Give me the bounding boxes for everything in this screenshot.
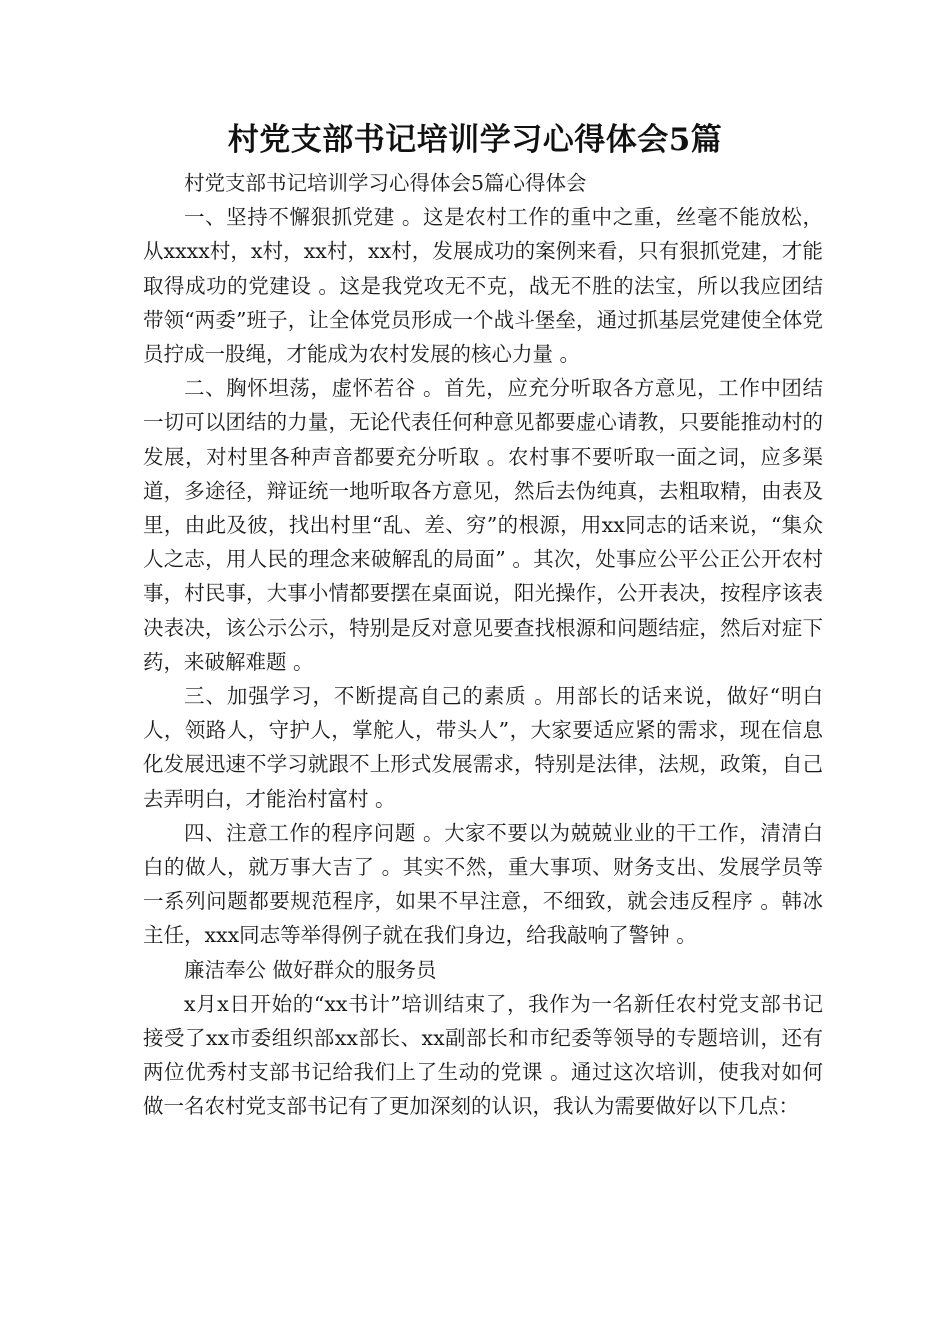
body-paragraph-study: 三、加强学习，不断提高自己的素质 。用部长的话来说，做好“明白人，领路人，守护人，掌舵人，带头人”，大家要适应紧的需求，现在信息化发展迅速不学习就跟不上形式发展需求，特别是法律，法规，政策，自己去弄明白，才能治村富村 。 [143,684,823,811]
body-paragraph-open-mind: 二、胸怀坦荡，虚怀若谷 。首先，应充分听取各方意见，工作中团结一切可以团结的力量，无论代表任何种意见都要虚心请教，只要能推动村的发展，对村里各种声音都要充分听取 。农村事不要听取一面之词，应多渠道，多途径，辩证统一地听取各方意见，然后去伪纯真，去粗取精，由表及里，由此及彼，找出村里“乱、差、穷”的根源，用xx同志的话来说，“集众人之志，用人民的理念来破解乱的局面” 。其次，处事应公平公正公开农村事，村民事，大事小情都要摆在桌面说，阳光操作，公开表决，按程序该表决表决，该公示公示，特别是反对意见要查找根源和问题结症，然后对症下药，来破解难题 。 [143,376,823,674]
body-paragraph-procedure: 四、注意工作的程序问题 。大家不要以为兢兢业业的干工作，清清白白的做人，就万事大吉了 。其实不然，重大事项、财务支出、发展学员等一系列问题都要规范程序，如果不早注意，不细致，就会违反程序 。韩冰主任，xxx同志等举得例子就在我们身边，给我敲响了警钟 。 [143,820,823,948]
subtitle-paragraph: 村党支部书记培训学习心得体会5篇心得体会 [184,171,587,195]
section-heading: 廉洁奉公 做好群众的服务员 [184,957,437,982]
document-title: 村党支部书记培训学习心得体会5篇 [227,122,723,158]
body-paragraph-training: x月x日开始的“xx书计”培训结束了，我作为一名新任农村党支部书记接受了xx市委组织部xx部长、xx副部长和市纪委等领导的专题培训，还有两位优秀村支部书记给我们上了生动的党课 。通过这次培训，使我对如何做一名农村党支部书记有了更加深刻的认识，我认为需要做好以下几点： [143,991,823,1119]
body-paragraph-party-building: 一、坚持不懈狠抓党建 。这是农村工作的重中之重，丝毫不能放松，从xxxx村，x村，xx村，xx村，发展成功的案例来看，只有狠抓党建，才能取得成功的党建设 。这是我党攻无不克，战无不胜的法宝，所以我应团结带领“两委”班子，让全体党员形成一个战斗堡垒，通过抓基层党建使全体党员拧成一股绳，才能成为农村发展的核心力量 。 [143,205,823,367]
document-body [143,166,823,1124]
